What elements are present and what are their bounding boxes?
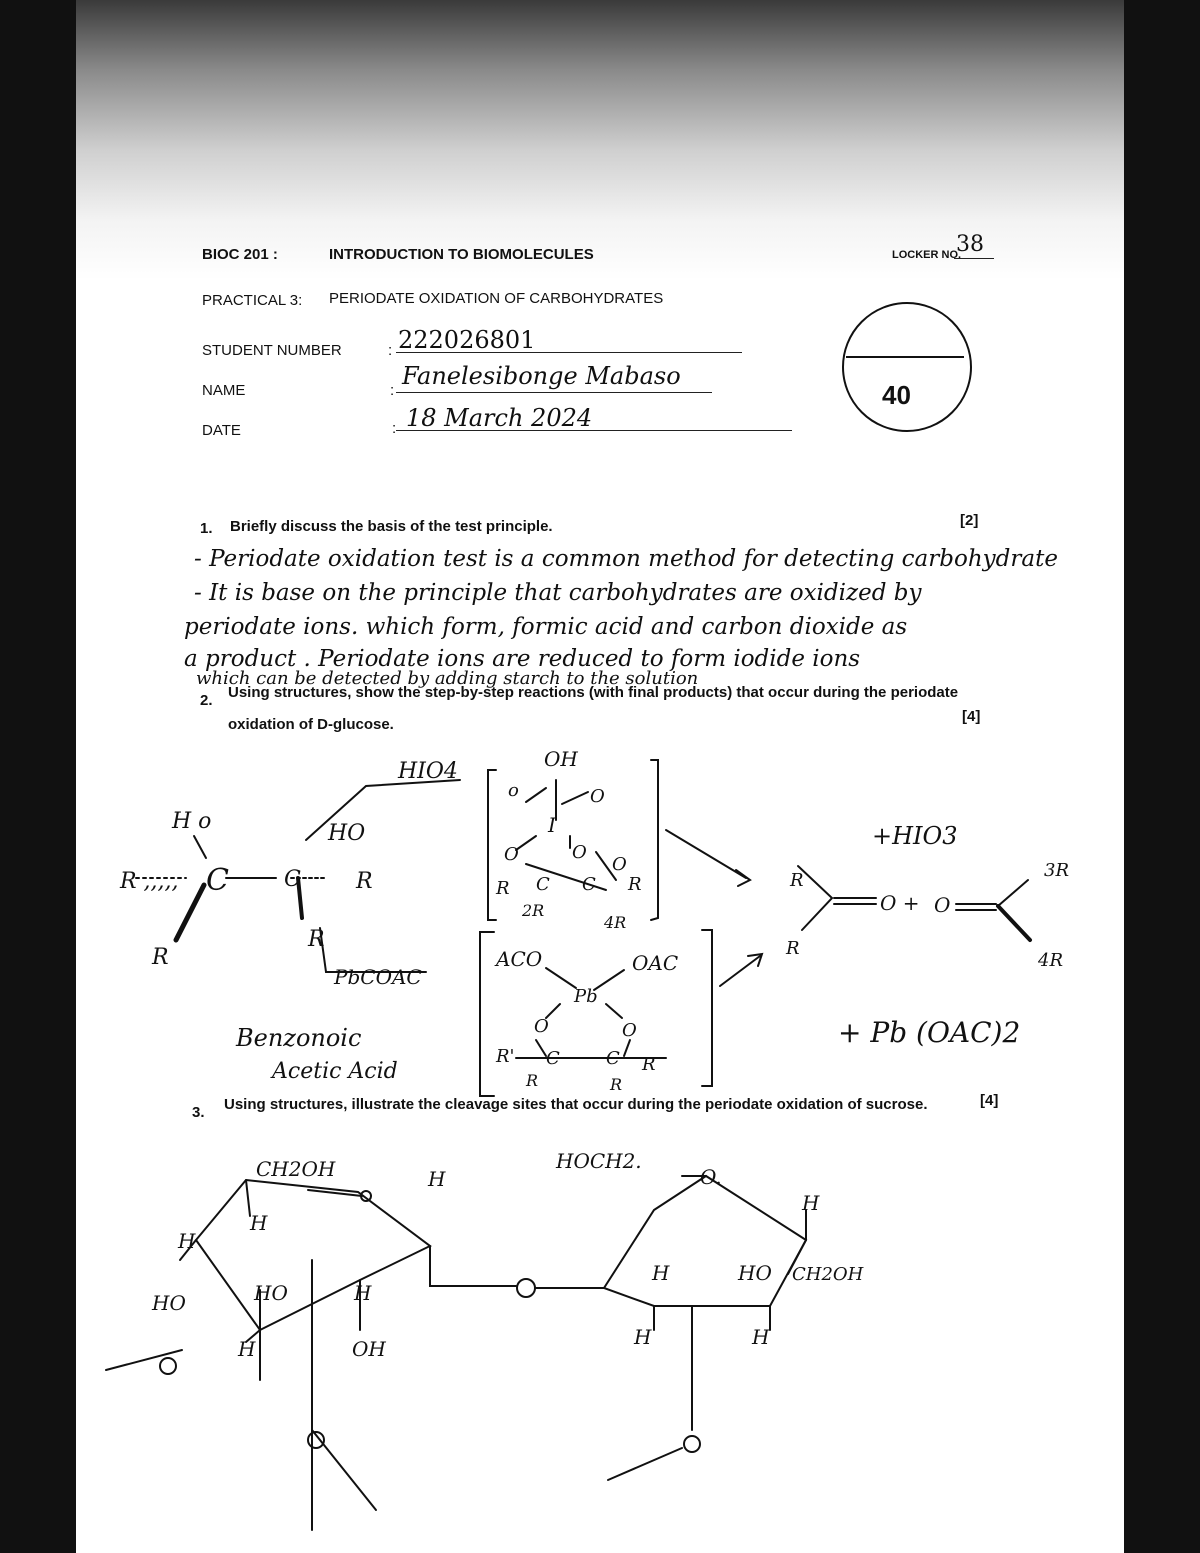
- svg-text:C: C: [284, 867, 301, 892]
- aco-label: ACO: [496, 947, 543, 971]
- svg-text:O: O: [534, 1016, 549, 1037]
- svg-text:R: R: [526, 1071, 539, 1090]
- colon: :: [392, 420, 397, 437]
- note-line-1: Benzonoic: [236, 1024, 362, 1052]
- colon: :: [390, 382, 395, 399]
- date-value: 18 March 2024: [406, 404, 593, 432]
- svg-text:o: o: [508, 780, 519, 801]
- svg-text:H: H: [238, 1337, 256, 1361]
- svg-text:O: O: [572, 842, 587, 863]
- name-label: NAME: [202, 382, 246, 399]
- ch2oh-right-label: CH2OH: [792, 1264, 864, 1285]
- score-circle: [842, 302, 972, 432]
- svg-text:HO: HO: [254, 1281, 288, 1305]
- svg-text:R: R: [628, 874, 642, 895]
- svg-text:R': R': [496, 1046, 515, 1067]
- svg-text:R: R: [356, 869, 373, 894]
- question-1-prompt: Briefly discuss the basis of the test principle.: [230, 518, 553, 535]
- svg-text:H: H: [178, 1229, 196, 1253]
- svg-text:C: C: [546, 1048, 560, 1069]
- scan-border-left: [0, 0, 76, 1553]
- svg-text:R: R: [496, 878, 510, 899]
- student-number-underline: [396, 352, 742, 353]
- student-number-value: 222026801: [398, 326, 536, 354]
- score-total: 40: [882, 380, 911, 410]
- question-3-number: 3.: [192, 1104, 205, 1121]
- date-label: DATE: [202, 422, 241, 439]
- course-title: INTRODUCTION TO BIOMOLECULES: [329, 246, 594, 263]
- scan-border-right: [1124, 0, 1200, 1553]
- svg-text:H: H: [634, 1325, 652, 1349]
- answer-line-2: - It is base on the principle that carbohydrates are oxidized by: [194, 580, 922, 606]
- practical-title: PERIODATE OXIDATION OF CARBOHYDRATES: [329, 290, 664, 307]
- svg-text:H: H: [354, 1281, 372, 1305]
- svg-text:R: R: [790, 870, 804, 891]
- answer-line-1: - Periodate oxidation test is a common method for detecting carbohydrate: [194, 546, 1058, 572]
- ch2oh-left-label: CH2OH: [256, 1157, 336, 1181]
- svg-text:O: O: [612, 854, 627, 875]
- date-underline: [396, 430, 792, 431]
- practical-label: PRACTICAL 3:: [202, 292, 303, 309]
- question-2-prompt-line-1: Using structures, show the step-by-step reactions (with final products) that occur during the periodate: [228, 684, 959, 701]
- svg-text:C: C: [582, 874, 596, 895]
- question-3-prompt: Using structures, illustrate the cleavage sites that occur during the periodate oxidation of sucrose.: [224, 1096, 928, 1113]
- answer-line-4: a product . Periodate ions are reduced to form iodide ions: [184, 646, 861, 672]
- score-divider: [846, 356, 964, 358]
- hoch2-label: HOCH2.: [556, 1149, 642, 1173]
- svg-text:H: H: [250, 1211, 268, 1235]
- sucrose-cleavage-diagram: [76, 1130, 1124, 1550]
- svg-text:4R: 4R: [1038, 950, 1064, 971]
- name-underline: [396, 392, 712, 393]
- svg-text:C: C: [206, 863, 229, 898]
- name-value: Fanelesibonge Mabaso: [402, 362, 681, 390]
- svg-text:HO: HO: [152, 1291, 186, 1315]
- reagent-label: HIO4: [398, 759, 458, 784]
- svg-text:H: H: [802, 1191, 820, 1215]
- worksheet-page: [76, 0, 1124, 1553]
- course-code: BIOC 201 :: [202, 246, 278, 263]
- svg-text:O: O: [504, 844, 519, 865]
- svg-text:R ,,,,,: R ,,,,,: [120, 869, 179, 894]
- svg-text:HO: HO: [328, 821, 366, 846]
- svg-text:HO: HO: [738, 1261, 772, 1285]
- svg-text:O +: O +: [880, 891, 920, 915]
- svg-text:O: O: [934, 893, 951, 917]
- student-number-label: STUDENT NUMBER: [202, 342, 342, 359]
- answer-line-3: periodate ions. which form, formic acid and carbon dioxide as: [184, 614, 908, 640]
- svg-text:O: O: [622, 1020, 637, 1041]
- note-line-2: Acetic Acid: [272, 1059, 398, 1084]
- colon: :: [388, 342, 393, 359]
- locker-label: LOCKER NO.: [892, 249, 962, 261]
- svg-text:H: H: [752, 1325, 770, 1349]
- hio3-byproduct: +HIO3: [872, 822, 958, 850]
- question-2-prompt-line-2: oxidation of D-glucose.: [228, 716, 394, 733]
- svg-text:C: C: [606, 1048, 620, 1069]
- svg-text:Pb: Pb: [574, 986, 598, 1007]
- question-3-marks: [4]: [980, 1092, 999, 1109]
- question-2-marks: [4]: [962, 708, 981, 725]
- oh-label: OH: [544, 747, 578, 771]
- svg-text:4R: 4R: [604, 913, 627, 932]
- question-1-number: 1.: [200, 520, 213, 537]
- locker-number: 38: [956, 232, 984, 257]
- lead-reagent-label: PbCOAC: [334, 965, 422, 989]
- answer-line-5: which can be detected by adding starch to the solution: [196, 668, 699, 689]
- svg-text:3R: 3R: [1044, 860, 1070, 881]
- svg-text:R: R: [152, 945, 169, 970]
- svg-text:O: O: [590, 786, 605, 807]
- svg-text:R: R: [642, 1054, 656, 1075]
- svg-text:O.: O.: [700, 1165, 722, 1189]
- svg-text:C: C: [536, 874, 550, 895]
- locker-underline: [954, 258, 994, 259]
- svg-text:2R: 2R: [522, 901, 545, 920]
- svg-text:H o: H o: [172, 809, 212, 834]
- svg-text:OH: OH: [352, 1337, 386, 1361]
- lead-byproduct: + Pb (OAC)2: [838, 1016, 1021, 1049]
- question-2-number: 2.: [200, 692, 213, 709]
- glucose-oxidation-diagram: [76, 740, 1124, 1140]
- svg-text:H: H: [652, 1261, 670, 1285]
- svg-text:R: R: [610, 1075, 623, 1094]
- svg-text:R: R: [786, 938, 800, 959]
- svg-text:H: H: [428, 1167, 446, 1191]
- question-1-marks: [2]: [960, 512, 979, 529]
- oac-label: OAC: [632, 951, 679, 975]
- svg-text:I: I: [548, 813, 556, 837]
- svg-text:R: R: [308, 927, 325, 952]
